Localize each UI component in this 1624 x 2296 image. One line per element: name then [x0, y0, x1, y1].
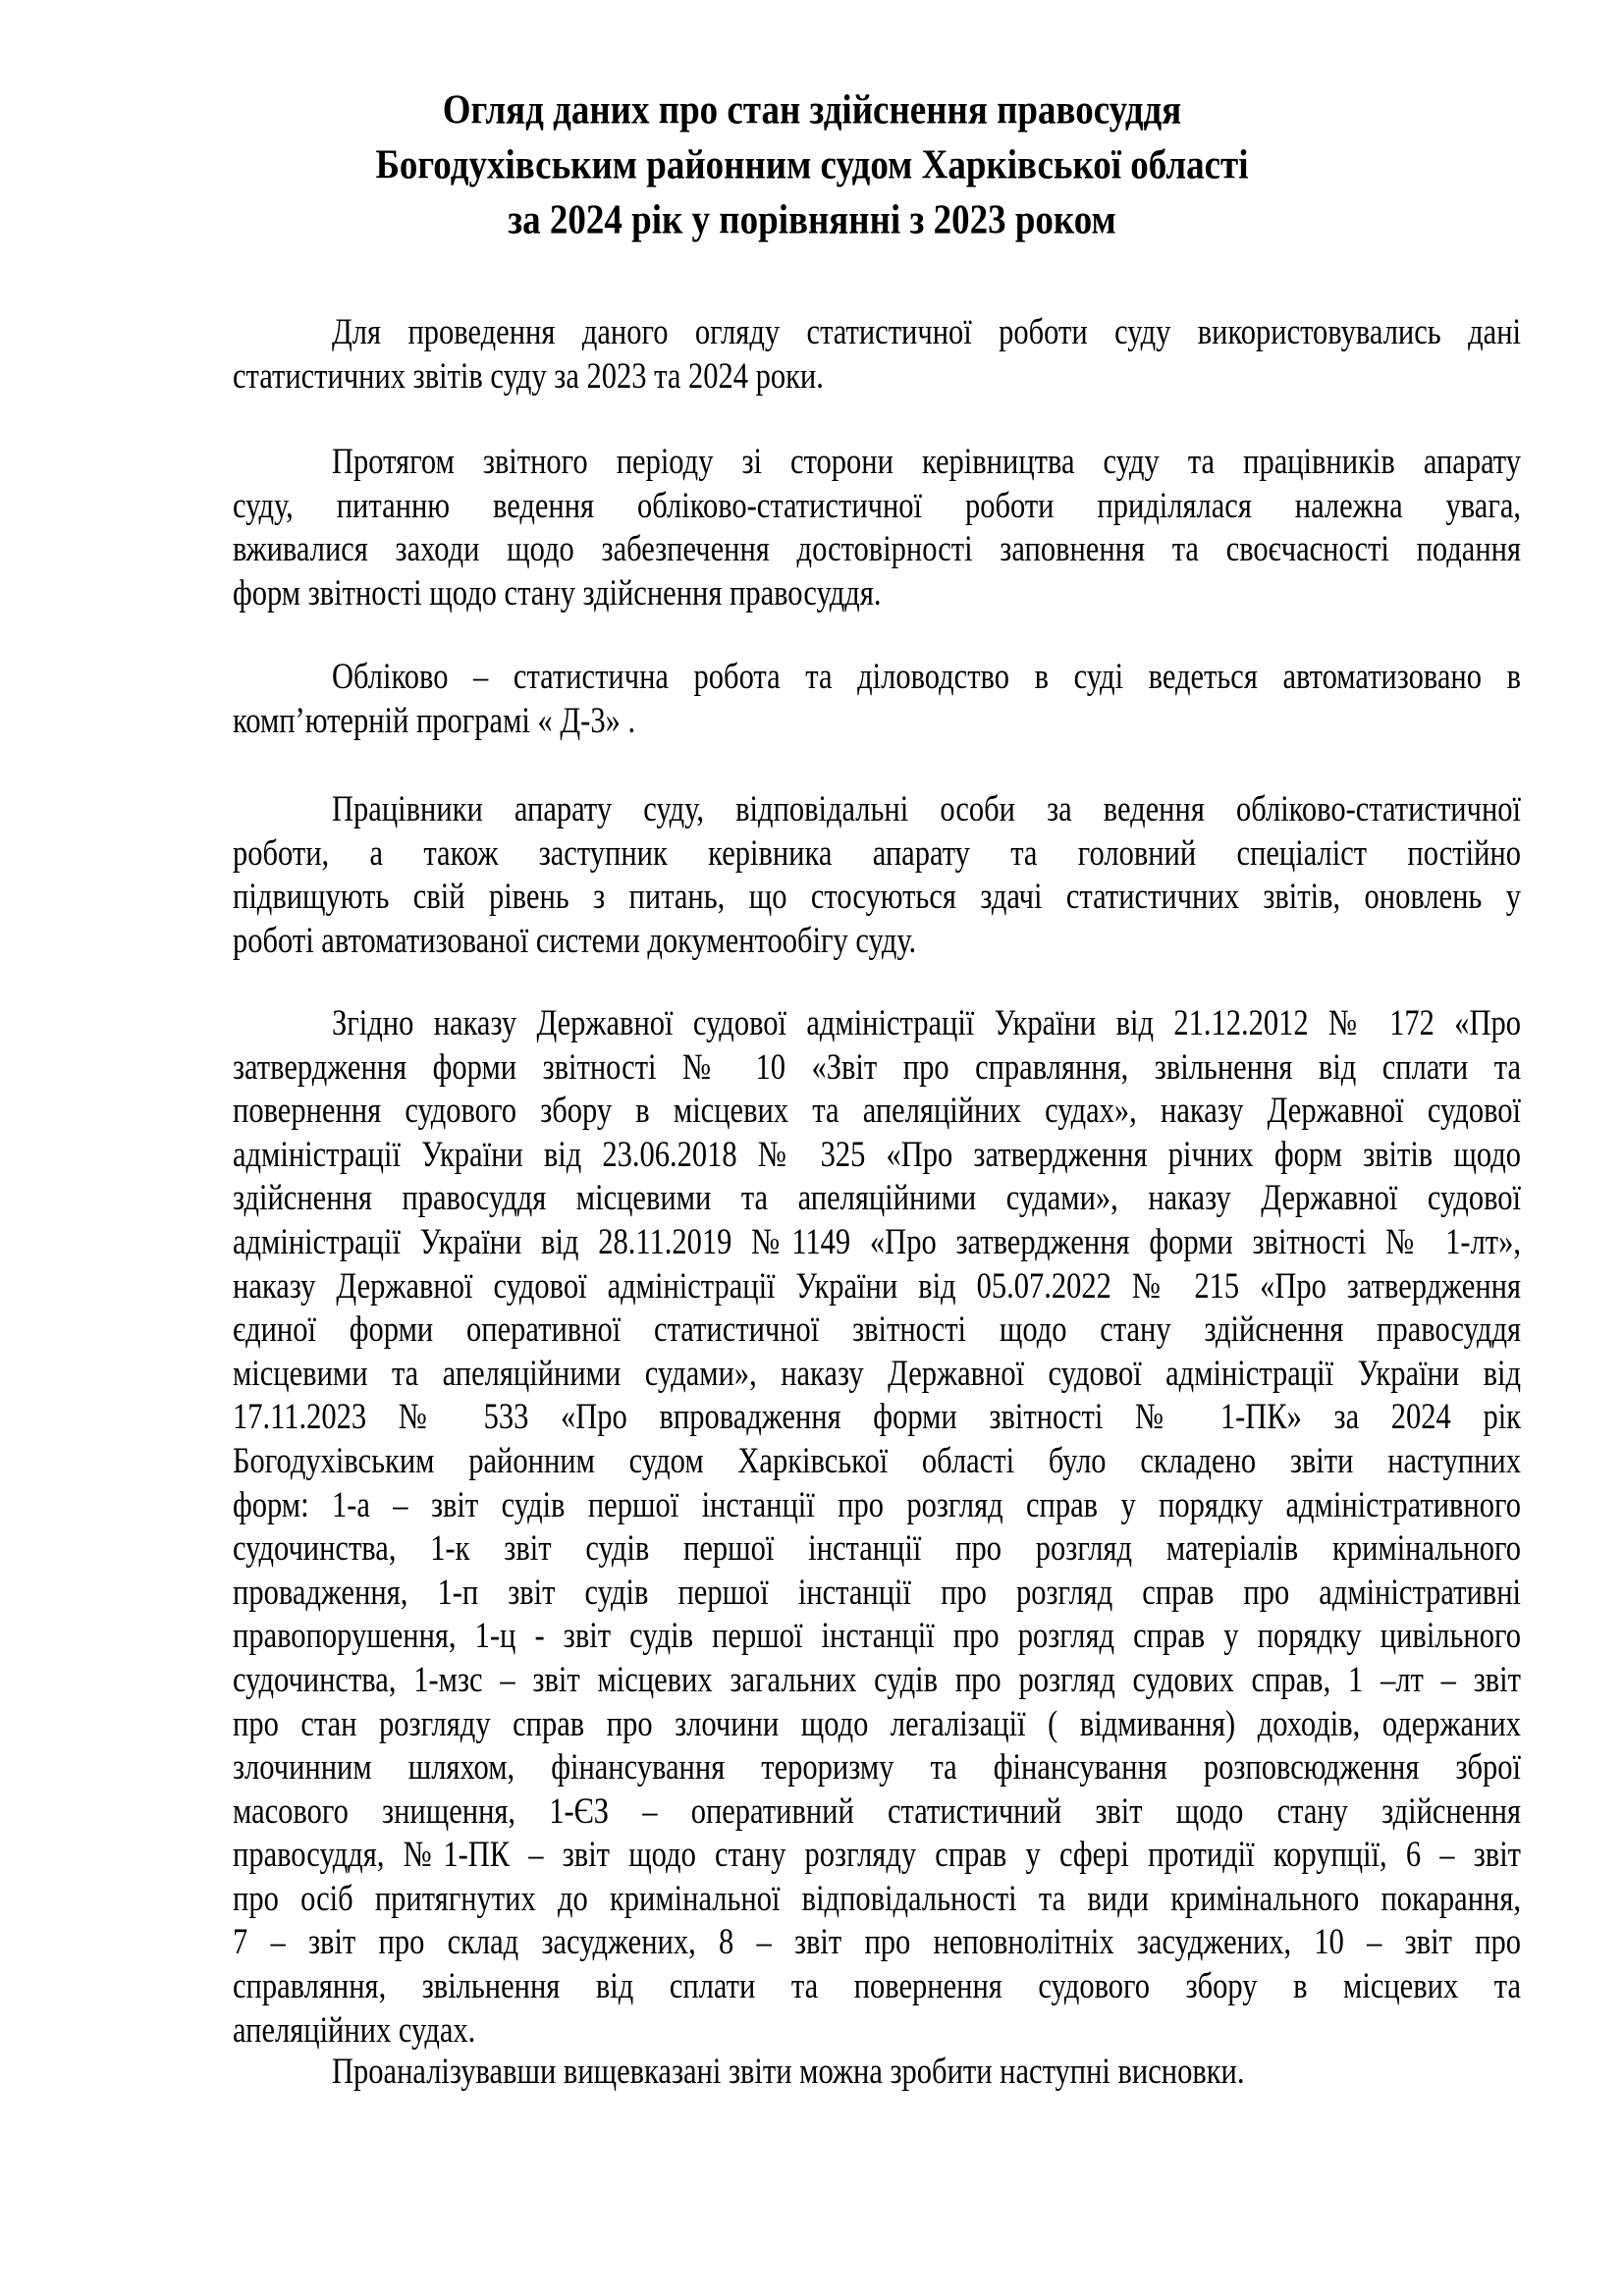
text-line: роботи, а також заступник керівника апарату та головний спеціаліст постійно	[233, 831, 1521, 874]
text-line: форм: 1-а – звіт судів першої інстанції про розгляд справ у порядку адміністративного	[233, 1483, 1521, 1525]
text-line: вживалися заходи щодо забезпечення достовірності заповнення та своєчасності подання	[233, 528, 1521, 569]
text-line: судочинства, 1-к звіт судів першої інстанції про розгляд матеріалів кримінального	[233, 1527, 1521, 1569]
text-line: про стан розгляду справ про злочини щодо легалізації ( відмивання) доходів, одержаних	[233, 1702, 1521, 1744]
text-line: справляння, звільнення від сплати та повернення судового збору в місцевих та	[233, 1965, 1521, 2006]
title-line-1: Огляд даних про стан здійснення правосуддя	[442, 86, 1182, 133]
title-line-3: за 2024 рік у порівнянні з 2023 роком	[508, 196, 1116, 243]
text-line: повернення судового збору в місцевих та апеляційних судах», наказу Державної судової	[233, 1090, 1521, 1131]
text-line: форм звітності щодо стану здійснення правосуддя.	[233, 571, 882, 614]
text-line: місцевими та апеляційними судами», наказу Державної судової адміністрації України від	[233, 1352, 1521, 1394]
text-line: здійснення правосуддя місцевими та апеляційними судами», наказу Державної судової	[233, 1177, 1521, 1219]
text-line: масового знищення, 1-ЄЗ – оперативний статистичний звіт щодо стану здійснення	[233, 1789, 1521, 1832]
text-line: про осіб притягнутих до кримінальної відповідальності та види кримінального покарання,	[233, 1878, 1521, 1919]
text-line: статистичних звітів суду за 2023 та 2024 роки.	[233, 354, 824, 397]
text-line: Для проведення даного огляду статистичної роботи суду використовувались дані	[332, 311, 1521, 352]
text-line: затвердження форми звітності № 10 «Звіт про справляння, звільнення від сплати та	[233, 1045, 1521, 1088]
paragraph-data-sources	[233, 310, 1521, 398]
text-line: апеляційних судах.	[233, 2008, 476, 2051]
text-line: злочинним шляхом, фінансування тероризму та фінансування розповсюдження зброї	[233, 1746, 1521, 1788]
text-line: Згідно наказу Державної судової адміністрації України від 21.12.2012 № 172 «Про	[332, 1002, 1521, 1043]
text-line: правопорушення, 1-ц - звіт судів першої інстанції про розгляд справ у порядку цивільного	[233, 1615, 1521, 1656]
text-line: 17.11.2023 № 533 «Про впровадження форми звітності № 1-ПК» за 2024 рік	[233, 1396, 1521, 1438]
text-line: провадження, 1-п звіт судів першої інстанції про розгляд справ про адміністративні	[233, 1571, 1521, 1613]
text-line: судочинства, 1-мзс – звіт місцевих загальних судів про розгляд судових справ, 1 –лт – звіт	[233, 1659, 1521, 1700]
text-line: наказу Державної судової адміністрації України від 05.07.2022 № 215 «Про затвердження	[233, 1264, 1521, 1307]
text-line: Працівники апарату суду, відповідальні особи за ведення обліково-статистичної	[332, 788, 1521, 829]
title-line-2: Богодухівським районним судом Харківської області	[375, 141, 1249, 188]
text-line: правосуддя, №1-ПК – звіт щодо стану розгляду справ у сфері протидії корупції, 6 – звіт	[233, 1834, 1521, 1875]
text-line: 7 – звіт про склад засуджених, 8 – звіт про неповнолітніх засуджених, 10 – звіт про	[233, 1921, 1521, 1963]
text-line: єдиної форми оперативної статистичної звітності щодо стану здійснення правосуддя	[233, 1308, 1521, 1350]
paragraph-automation	[233, 655, 1521, 742]
text-line: Богодухівським районним судом Харківської області було складено звіти наступних	[233, 1440, 1521, 1481]
text-line: Обліково – статистична робота та діловодство в суді ведеться автоматизовано в	[332, 656, 1521, 697]
text-line: суду, питанню ведення обліково-статистичної роботи приділялася належна увага,	[233, 484, 1521, 526]
text-line: адміністрації України від 28.11.2019 №1149 «Про затвердження форми звітності № 1-лт»,	[233, 1221, 1521, 1262]
text-line: комп’ютерній програмі « Д-3» .	[233, 699, 636, 741]
paragraph-staff-training	[233, 787, 1521, 962]
text-line: адміністрації України від 23.06.2018 № 325 «Про затвердження річних форм звітів щодо	[233, 1133, 1521, 1175]
text-line: Проаналізувавши вищевказані звіти можна зробити наступні висновки.	[332, 2051, 1245, 2092]
paragraph-legal-basis	[233, 1001, 1521, 2052]
text-line: Протягом звітного періоду зі сторони керівництва суду та працівників апарату	[332, 441, 1521, 482]
paragraph-management-attention	[233, 440, 1521, 614]
paragraph-conclusion-intro	[233, 2050, 1521, 2094]
text-line: підвищують свій рівень з питань, що стосуються здачі статистичних звітів, оновлень у	[233, 876, 1521, 917]
text-line: роботі автоматизованої системи документообігу суду.	[233, 919, 917, 961]
document-title	[0, 83, 1624, 248]
